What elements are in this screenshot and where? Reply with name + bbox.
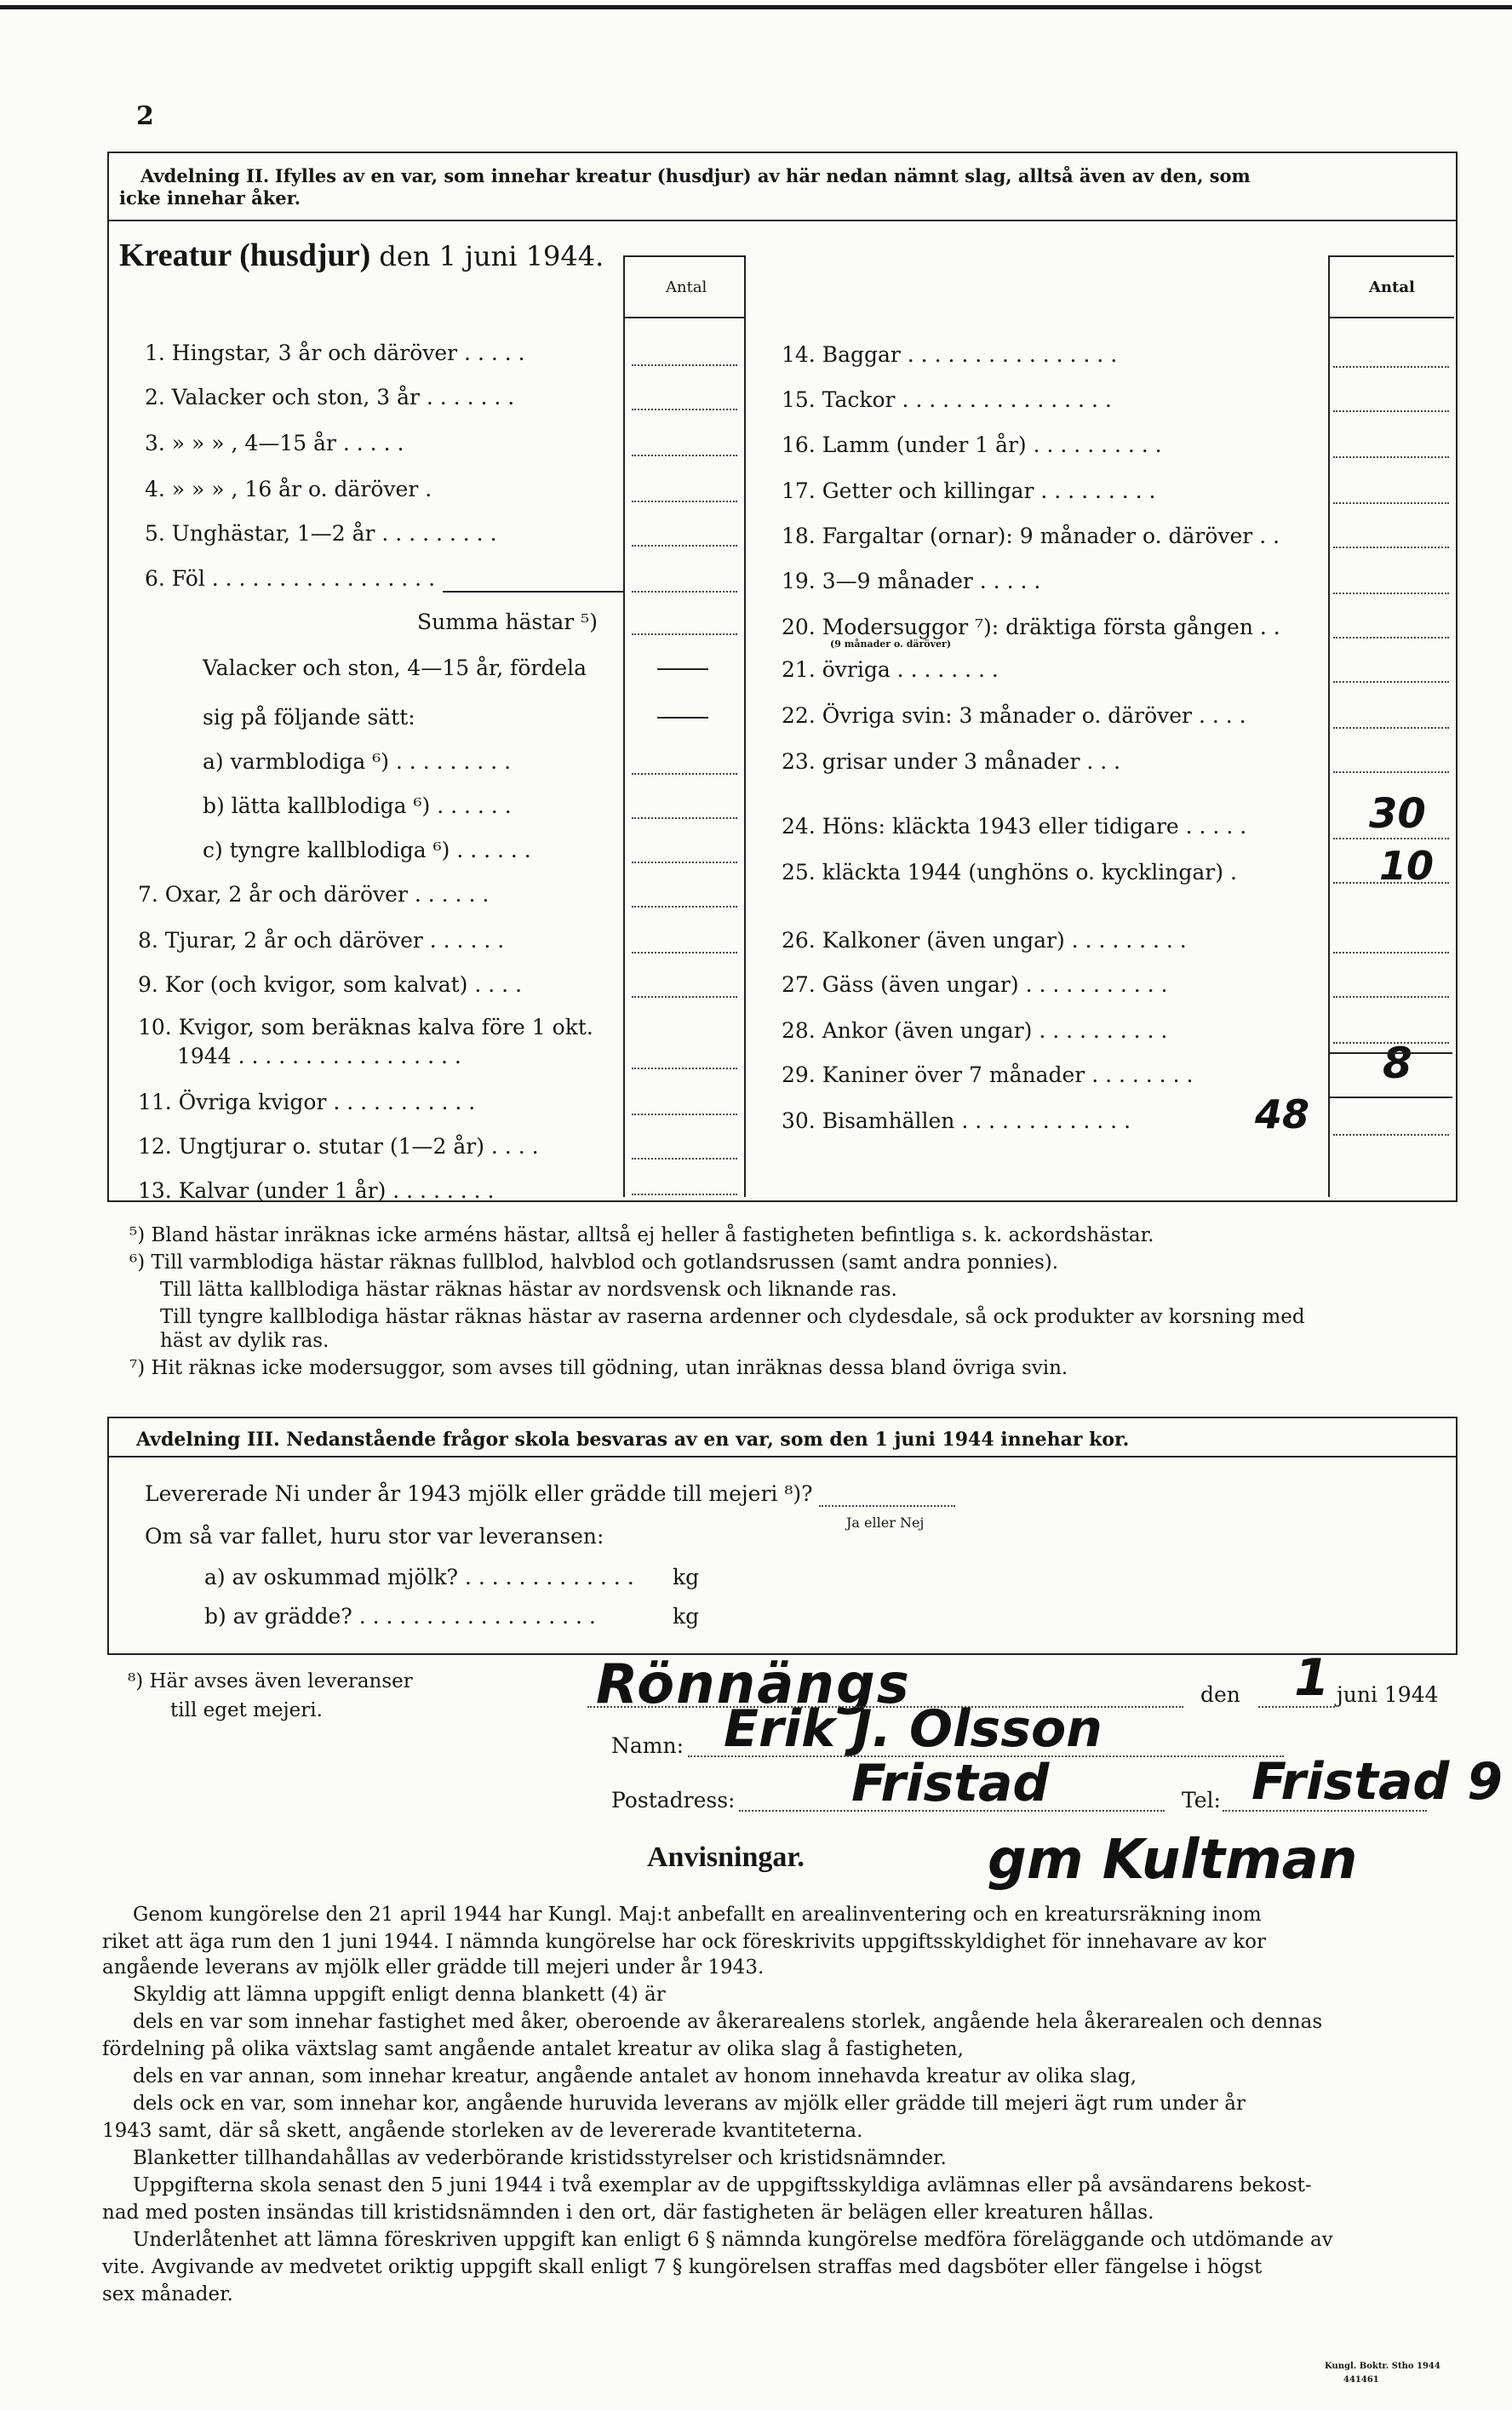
ja-eller-nej: Ja eller Nej xyxy=(846,1515,925,1531)
antal-label-left: Antal xyxy=(666,278,707,296)
anvisning-line: dels en var som innehar fastighet med åker, oberoende av åkerarealens storlek, angående hela åkerarealen och dennas xyxy=(133,2011,1323,2033)
oskummad-label: a) av oskummad mjölk? . . . . . . . . . . . . . xyxy=(204,1565,634,1589)
page-number: 2 xyxy=(136,101,154,131)
left-answer-line xyxy=(632,1068,737,1069)
section-2-label: Avdelning II. xyxy=(140,165,270,186)
footnote-7: ⁷) Hit räknas icke modersuggor, som avses till gödning, utan inräknas dessa bland övriga svin. xyxy=(129,1357,1068,1379)
fordela-line-2: sig på följande sätt: xyxy=(203,705,415,730)
item-29: 29. Kaniner över 7 månader . . . . . . . . xyxy=(782,1062,1194,1087)
footnote-5: ⁵) Bland hästar inräknas icke arméns hästar, alltså ej heller å fastigheten befintliga s. k. ackordshästar. xyxy=(129,1224,1154,1246)
juni-label: juni 1944 xyxy=(1337,1682,1439,1707)
handwritten-extra: gm Kultman xyxy=(988,1829,1358,1892)
right-answer-line xyxy=(1333,996,1449,998)
footnote-6-c: Till tyngre kallblodiga hästar räknas hästar av raserna ardenner och clydesdale, så ock produkter av korsning med xyxy=(160,1306,1305,1328)
item-15: 15. Tackor . . . . . . . . . . . . . . . . xyxy=(782,387,1112,412)
sub-item-a: a) varmblodiga ⁶) . . . . . . . . . xyxy=(203,749,512,774)
day-line xyxy=(1258,1706,1335,1708)
antal-right-head-rule xyxy=(1328,317,1454,318)
section-2-heading-rule xyxy=(107,220,1456,221)
anvisning-line: fördelning på olika växtslag samt angående antalet kreatur av olika slag å fastigheten, xyxy=(102,2038,964,2060)
left-answer-line xyxy=(632,906,737,908)
item-16: 16. Lamm (under 1 år) . . . . . . . . . . xyxy=(782,432,1162,457)
item-30: 30. Bisamhällen . . . . . . . . . . . . . xyxy=(782,1108,1131,1133)
handwritten-tel: Fristad 9 xyxy=(1251,1752,1503,1812)
item-23: 23. grisar under 3 månader . . . xyxy=(782,749,1121,774)
right-answer-line xyxy=(1333,838,1449,839)
anvisning-line: sex månader. xyxy=(102,2283,233,2305)
left-answer-line xyxy=(632,455,737,456)
anvisning-line: vite. Avgivande av medvetet oriktig uppgift skall enligt 7 § kungörelsen straffas med dagsböter eller fängelse i högst xyxy=(102,2256,1263,2278)
item-8: 8. Tjurar, 2 år och däröver . . . . . . xyxy=(138,928,505,953)
section-3-heading-rule xyxy=(107,1456,1456,1457)
gradde-label: b) av grädde? . . . . . . . . . . . . . . . . . . xyxy=(204,1604,596,1629)
postadress-line xyxy=(739,1810,1165,1812)
right-answer-line xyxy=(1333,1134,1449,1136)
right-answer-line xyxy=(1333,952,1449,954)
right-answer-line xyxy=(1333,410,1449,412)
anvisning-line: dels en var annan, som innehar kreatur, angående antalet av honom innehavda kreatur av olika slag, xyxy=(133,2065,1137,2087)
item-21: 21. övriga . . . . . . . . xyxy=(782,657,999,682)
left-answer-line xyxy=(632,1114,737,1115)
antal-left-head-rule xyxy=(623,317,746,318)
item-22: 22. Övriga svin: 3 månader o. däröver . . . . xyxy=(782,703,1246,728)
postadress-label: Postadress: xyxy=(611,1788,736,1813)
item-4: 4. » » » , 16 år o. däröver . xyxy=(145,477,432,501)
item-10-cont: 1944 . . . . . . . . . . . . . . . . . xyxy=(177,1044,461,1068)
right-answer-line xyxy=(1333,771,1449,773)
left-answer-line xyxy=(632,862,737,863)
anvisning-line: nad med posten insändas till kristidsnämnden i den ort, där fastigheten är belägen eller kreaturen hållas. xyxy=(102,2202,1154,2224)
item-25: 25. kläckta 1944 (unghöns o. kycklingar) . xyxy=(782,860,1237,885)
antal-column-left xyxy=(623,255,746,1197)
right-answer-line xyxy=(1333,502,1449,504)
fordela-dash-2 xyxy=(657,717,708,719)
section-2-heading xyxy=(140,163,1251,189)
footnote-8-cont: till eget mejeri. xyxy=(170,1699,323,1721)
item-1: 1. Hingstar, 3 år och däröver . . . . . xyxy=(145,341,525,365)
item-27: 27. Gäss (även ungar) . . . . . . . . . . . xyxy=(782,972,1168,997)
fordela-line-1: Valacker och ston, 4—15 år, fördela xyxy=(203,656,587,680)
mejeri-question: Levererade Ni under år 1943 mjölk eller grädde till mejeri ⁸)? xyxy=(145,1481,813,1506)
printer-mark: Kungl. Boktr. Stho 1944 xyxy=(1325,2362,1440,2371)
item-9: 9. Kor (och kvigor, som kalvat) . . . . xyxy=(138,972,523,997)
kreatur-title-bold: Kreatur (husdjur) xyxy=(119,238,371,273)
left-answer-line xyxy=(632,1194,737,1195)
section-2-instruction-cont: icke innehar åker. xyxy=(119,187,301,209)
handwritten-kaniner: 8 xyxy=(1383,1039,1412,1088)
item-11: 11. Övriga kvigor . . . . . . . . . . . xyxy=(138,1090,476,1114)
item-6: 6. Föl . . . . . . . . . . . . . . . . . xyxy=(145,566,436,591)
left-answer-line xyxy=(632,501,737,502)
anvisning-line: Uppgifterna skola senast den 5 juni 1944 i två exemplar av de uppgiftsskyldiga avlämnas eller på avsändarens bekost- xyxy=(133,2174,1312,2196)
left-answer-line xyxy=(632,817,737,819)
right-answer-line xyxy=(1333,456,1449,458)
right-answer-line xyxy=(1333,681,1449,683)
anvisning-line: Genom kungörelse den 21 april 1944 har Kungl. Maj:t anbefallt en arealinventering och en kreatursräkning inom xyxy=(133,1904,1262,1926)
anvisning-line: Skyldig att lämna uppgift enligt denna blankett (4) är xyxy=(133,1984,666,2006)
kreatur-title xyxy=(119,238,604,273)
anvisning-line: angående leverans av mjölk eller grädde till mejeri under år 1943. xyxy=(102,1956,765,1979)
handwritten-hons-1943: 30 xyxy=(1369,790,1426,838)
summa-rule xyxy=(443,591,623,593)
tel-label: Tel: xyxy=(1182,1788,1221,1813)
antal-right-top xyxy=(1328,255,1454,257)
left-answer-line xyxy=(632,591,737,593)
top-border xyxy=(0,5,1512,9)
handwritten-hons-1944: 10 xyxy=(1379,843,1435,889)
item-20: 20. Modersuggor ⁷): dräktiga första gången . . xyxy=(782,615,1280,639)
right-answer-line xyxy=(1333,593,1449,594)
item-26: 26. Kalkoner (även ungar) . . . . . . . . . xyxy=(782,928,1187,953)
item-24: 24. Höns: kläckta 1943 eller tidigare . . . . . xyxy=(782,814,1247,839)
footnote-8: ⁸) Här avses även leveranser xyxy=(128,1670,413,1692)
left-answer-line xyxy=(632,364,737,366)
printer-number: 441461 xyxy=(1343,2375,1379,2385)
summa-label: Summa hästar ⁵) xyxy=(417,610,598,634)
sub-item-b: b) lätta kallblodiga ⁶) . . . . . . xyxy=(203,793,512,818)
handwritten-bisam: 48 xyxy=(1255,1091,1310,1137)
fordela-dash-1 xyxy=(657,668,708,670)
item-17: 17. Getter och killingar . . . . . . . . . xyxy=(782,478,1156,503)
item-7: 7. Oxar, 2 år och däröver . . . . . . xyxy=(138,882,490,907)
footnote-6-d: häst av dylik ras. xyxy=(160,1330,329,1352)
right-answer-line xyxy=(1333,547,1449,548)
anvisning-line: 1943 samt, där så skett, angående storleken av de levererade kvantiteterna. xyxy=(102,2120,863,2142)
left-answer-line xyxy=(632,409,737,410)
handwritten-namn: Erik J. Olsson xyxy=(724,1699,1102,1759)
namn-label: Namn: xyxy=(611,1733,684,1758)
item-2: 2. Valacker och ston, 3 år . . . . . . . xyxy=(145,385,515,409)
item-3: 3. » » » , 4—15 år . . . . . xyxy=(145,431,404,455)
anvisning-line: Blanketter tillhandahållas av vederbörande kristidsstyrelser och kristidsnämnder. xyxy=(133,2147,947,2169)
left-answer-line xyxy=(632,545,737,547)
anvisning-line: dels ock en var, som innehar kor, angående huruvida leverans av mjölk eller grädde till mejeri ägt rum under år xyxy=(133,2093,1246,2115)
item-14: 14. Baggar . . . . . . . . . . . . . . . . xyxy=(782,342,1118,367)
leverans-question: Om så var fallet, huru stor var leveransen: xyxy=(145,1524,604,1549)
left-answer-line xyxy=(632,1158,737,1160)
item-13: 13. Kalvar (under 1 år) . . . . . . . . xyxy=(138,1178,495,1203)
gradde-unit: kg xyxy=(673,1604,700,1629)
left-answer-line xyxy=(632,952,737,954)
left-answer-line xyxy=(632,633,737,635)
left-answer-line xyxy=(632,996,737,998)
anvisningar-title: Anvisningar. xyxy=(647,1841,805,1873)
item-5: 5. Unghästar, 1—2 år . . . . . . . . . xyxy=(145,521,497,546)
right-answer-line xyxy=(1333,637,1449,639)
anvisning-line: Underlåtenhet att lämna föreskriven uppgift kan enligt 6 § nämnda kungörelse medföra föreläggande och utdömande av xyxy=(133,2229,1333,2251)
antal-label-right: Antal xyxy=(1369,278,1415,296)
left-answer-line xyxy=(632,773,737,775)
sub-item-c: c) tyngre kallblodiga ⁶) . . . . . . xyxy=(203,838,531,862)
handwritten-postadress: Fristad xyxy=(851,1754,1050,1813)
kreatur-title-date: den 1 juni 1944. xyxy=(379,240,604,272)
sugg-note: (9 månader o. däröver) xyxy=(830,639,952,650)
handwritten-place: Rönnängs xyxy=(596,1653,911,1716)
section-2-instruction: Ifylles av en var, som innehar kreatur (husdjur) av här nedan nämnt slag, alltså även av den, som xyxy=(274,165,1251,186)
item-19: 19. 3—9 månader . . . . . xyxy=(782,569,1041,593)
kaniner-box xyxy=(1328,1052,1452,1098)
tel-line xyxy=(1223,1810,1427,1812)
oskummad-unit: kg xyxy=(673,1565,700,1589)
footnote-6-b: Till lätta kallblodiga hästar räknas hästar av nordsvensk och liknande ras. xyxy=(160,1279,897,1301)
item-18: 18. Fargaltar (ornar): 9 månader o. däröver . . xyxy=(782,524,1280,548)
right-answer-line xyxy=(1333,727,1449,729)
antal-left-top xyxy=(623,255,746,257)
right-answer-line xyxy=(1333,366,1449,368)
section-3-heading: Avdelning III. Nedanstående frågor skola besvaras av en var, som den 1 juni 1944 innehar kor. xyxy=(136,1429,1130,1451)
mejeri-answer-line xyxy=(819,1505,955,1507)
den-label: den xyxy=(1200,1682,1240,1707)
footnote-6: ⁶) Till varmblodiga hästar räknas fullblod, halvblod och gotlandsrussen (samt andra ponnies). xyxy=(129,1251,1059,1274)
handwritten-day: 1 xyxy=(1294,1648,1330,1708)
item-10: 10. Kvigor, som beräknas kalva före 1 okt. xyxy=(138,1015,593,1039)
item-12: 12. Ungtjurar o. stutar (1—2 år) . . . . xyxy=(138,1134,539,1159)
anvisning-line: riket att äga rum den 1 juni 1944. I nämnda kungörelse har ock föreskrivits uppgiftsskyldighet för innehavare av kor xyxy=(102,1931,1266,1953)
item-28: 28. Ankor (även ungar) . . . . . . . . . . xyxy=(782,1018,1168,1043)
